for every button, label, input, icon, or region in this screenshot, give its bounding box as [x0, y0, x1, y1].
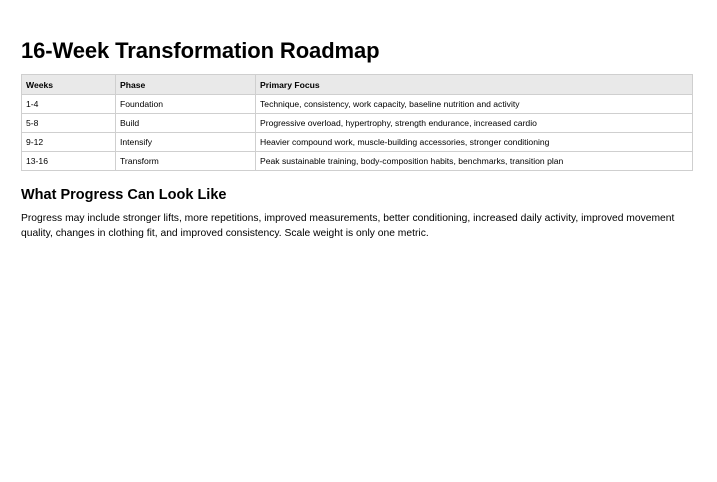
phase-cell: Transform [116, 152, 256, 171]
weeks-cell: 1-4 [22, 95, 116, 114]
page-title: 16-Week Transformation Roadmap [21, 38, 380, 63]
focus-cell: Peak sustainable training, body-composition habits, benchmarks, transition plan [256, 152, 693, 171]
table-row [22, 95, 693, 114]
table-row [22, 133, 693, 152]
column-header-phase: Phase [116, 75, 256, 95]
weeks-cell: 5-8 [22, 114, 116, 133]
focus-cell: Heavier compound work, muscle-building accessories, stronger conditioning [256, 133, 693, 152]
phase-cell: Foundation [116, 95, 256, 114]
table-header-row [22, 75, 693, 95]
column-header-primary-focus: Primary Focus [256, 75, 693, 95]
phase-cell: Intensify [116, 133, 256, 152]
focus-cell: Progressive overload, hypertrophy, strength endurance, increased cardio [256, 114, 693, 133]
weeks-cell: 9-12 [22, 133, 116, 152]
section-heading: What Progress Can Look Like [21, 187, 227, 203]
roadmap-table [21, 74, 693, 171]
weeks-cell: 13-16 [22, 152, 116, 171]
phase-cell: Build [116, 114, 256, 133]
section-body: Progress may include stronger lifts, more repetitions, improved measurements, better conditioning, increased daily activity, improved movement quality, changes in clothing fit, and improved consistency. Scale weight is only one metric. [21, 213, 675, 239]
focus-cell: Technique, consistency, work capacity, baseline nutrition and activity [256, 95, 693, 114]
column-header-weeks: Weeks [22, 75, 116, 95]
table-row [22, 152, 693, 171]
table-row [22, 114, 693, 133]
